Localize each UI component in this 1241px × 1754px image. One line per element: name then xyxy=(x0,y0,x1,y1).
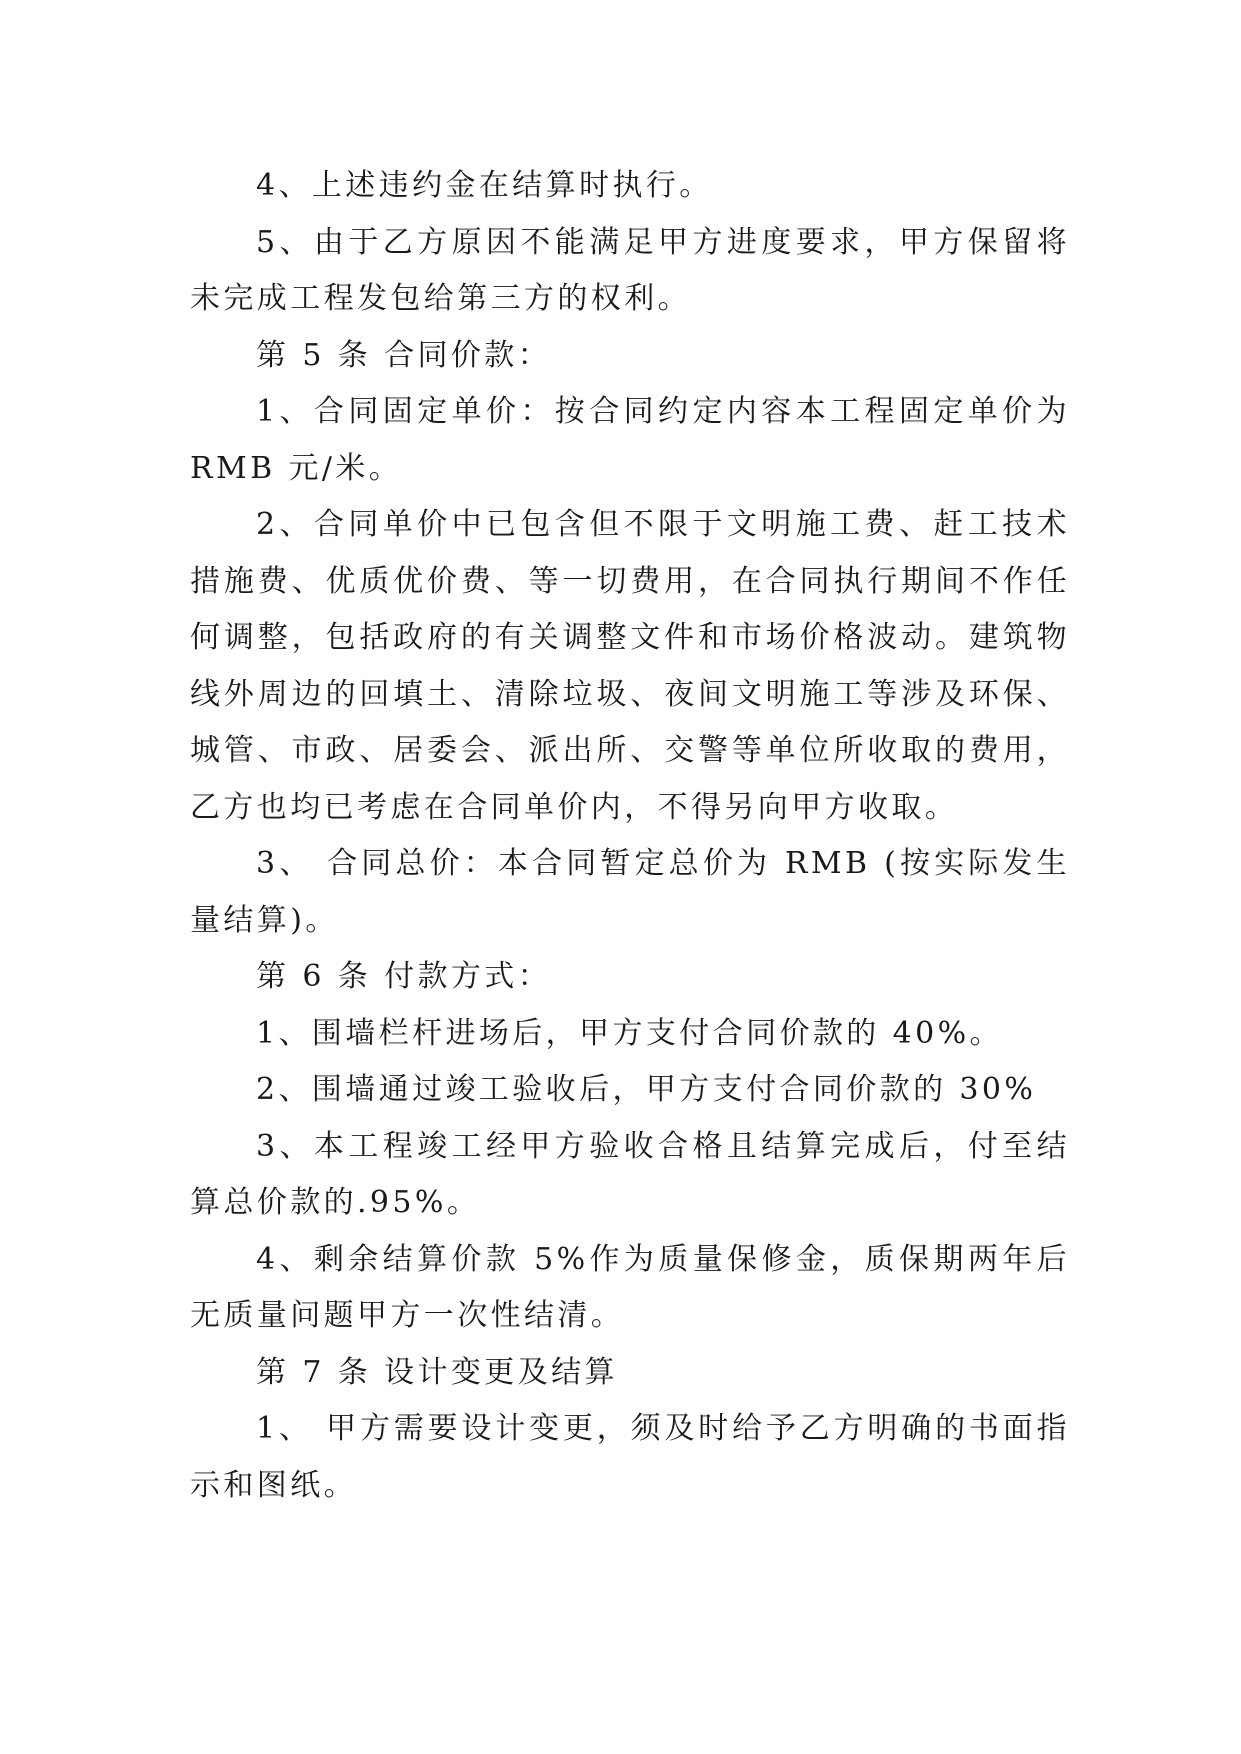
section-heading-article-7: 第 7 条 设计变更及结算 xyxy=(256,1354,618,1390)
paragraph-clause-6-2: 2、围墙通过竣工验收后，甲方支付合同价款的 30% xyxy=(256,1072,1037,1107)
paragraph-clause-7-1: 1、 甲方需要设计变更，须及时给予乙方明确的书面指示和图纸。 xyxy=(190,1411,1070,1503)
paragraph-clause-5-1: 1、合同固定单价：按合同约定内容本工程固定单价为 RMB 元/米。 xyxy=(190,394,1070,486)
section-heading-article-5: 第 5 条 合同价款： xyxy=(256,337,552,373)
paragraph-clause-5-2: 2、合同单价中已包含但不限于文明施工费、赶工技术措施费、优质优价费、等一切费用，在合同执行期间不作任何调整，包括政府的有关调整文件和市场价格波动。建筑物线外周边的回填土、清除垃圾、夜间文明施工等涉及环保、城管、市政、居委会、派出所、交警等单位所收取的费用，乙方也均已考虑在合同单价内，不得另向甲方收取。 xyxy=(190,507,1070,825)
paragraph-clause-5-3: 3、 合同总价：本合同暂定总价为 RMB (按实际发生量结算)。 xyxy=(190,846,1070,938)
paragraph-clause-6-3: 3、本工程竣工经甲方验收合格且结算完成后，付至结算总价款的.95%。 xyxy=(190,1128,1070,1220)
document-body xyxy=(190,158,1070,1514)
section-heading-article-6: 第 6 条 付款方式： xyxy=(256,959,552,994)
paragraph-clause-4-4: 4、上述违约金在结算时执行。 xyxy=(256,168,713,203)
paragraph-clause-6-1: 1、围墙栏杆进场后，甲方支付合同价款的 40%。 xyxy=(256,1015,1003,1051)
paragraph-clause-4-5: 5、由于乙方原因不能满足甲方进度要求，甲方保留将未完成工程发包给第三方的权利。 xyxy=(190,224,1070,316)
paragraph-clause-6-4: 4、剩余结算价款 5%作为质量保修金，质保期两年后无质量问题甲方一次性结清。 xyxy=(190,1241,1070,1333)
